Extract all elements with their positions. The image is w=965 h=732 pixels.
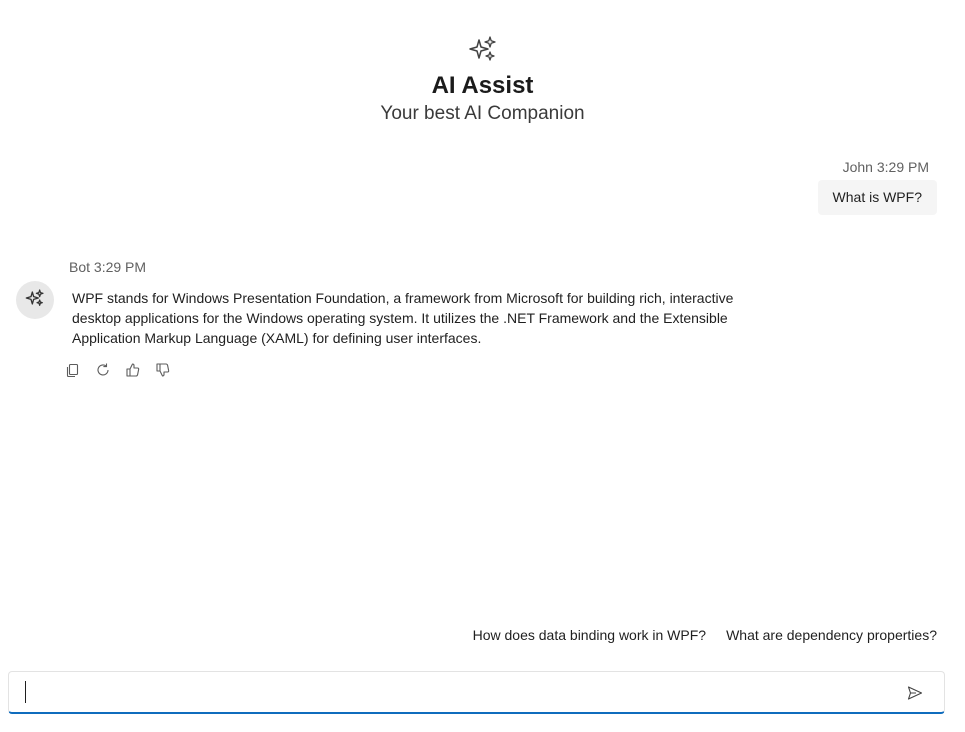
regenerate-icon[interactable] [92,361,114,379]
copy-icon[interactable] [62,361,84,379]
suggestion-item[interactable]: How does data binding work in WPF? [472,627,707,643]
suggestion-list [473,627,937,643]
prompt-input[interactable] [25,681,888,703]
bot-message-actions [62,361,174,379]
prompt-input-container [8,671,945,714]
send-icon[interactable] [906,684,924,702]
suggestion-item[interactable]: What are dependency properties? [726,627,937,643]
bot-timestamp: 3:29 PM [93,259,147,275]
user-message-bubble: What is WPF? [818,180,937,215]
user-message-meta [843,159,929,175]
app-title: AI Assist [431,72,534,99]
bot-message-text: WPF stands for Windows Presentation Foundation, a framework from Microsoft for building rich, interactive desktop applications for the Windows operating system. It utilizes the .NET Framework and the Extensible Application Markup Language (XAML) for defining user interfaces. [72,290,734,346]
user-timestamp: 3:29 PM [876,159,929,175]
chat-header [0,34,965,126]
app-subtitle: Your best AI Companion [380,103,585,124]
bot-author: Bot [69,259,91,275]
sparkle-icon [468,34,498,64]
user-author: John [842,159,873,175]
bot-message-meta [69,259,146,275]
thumbs-up-icon[interactable] [122,361,144,379]
sparkle-icon [25,288,45,313]
bot-avatar [16,281,54,319]
thumbs-down-icon[interactable] [152,361,174,379]
